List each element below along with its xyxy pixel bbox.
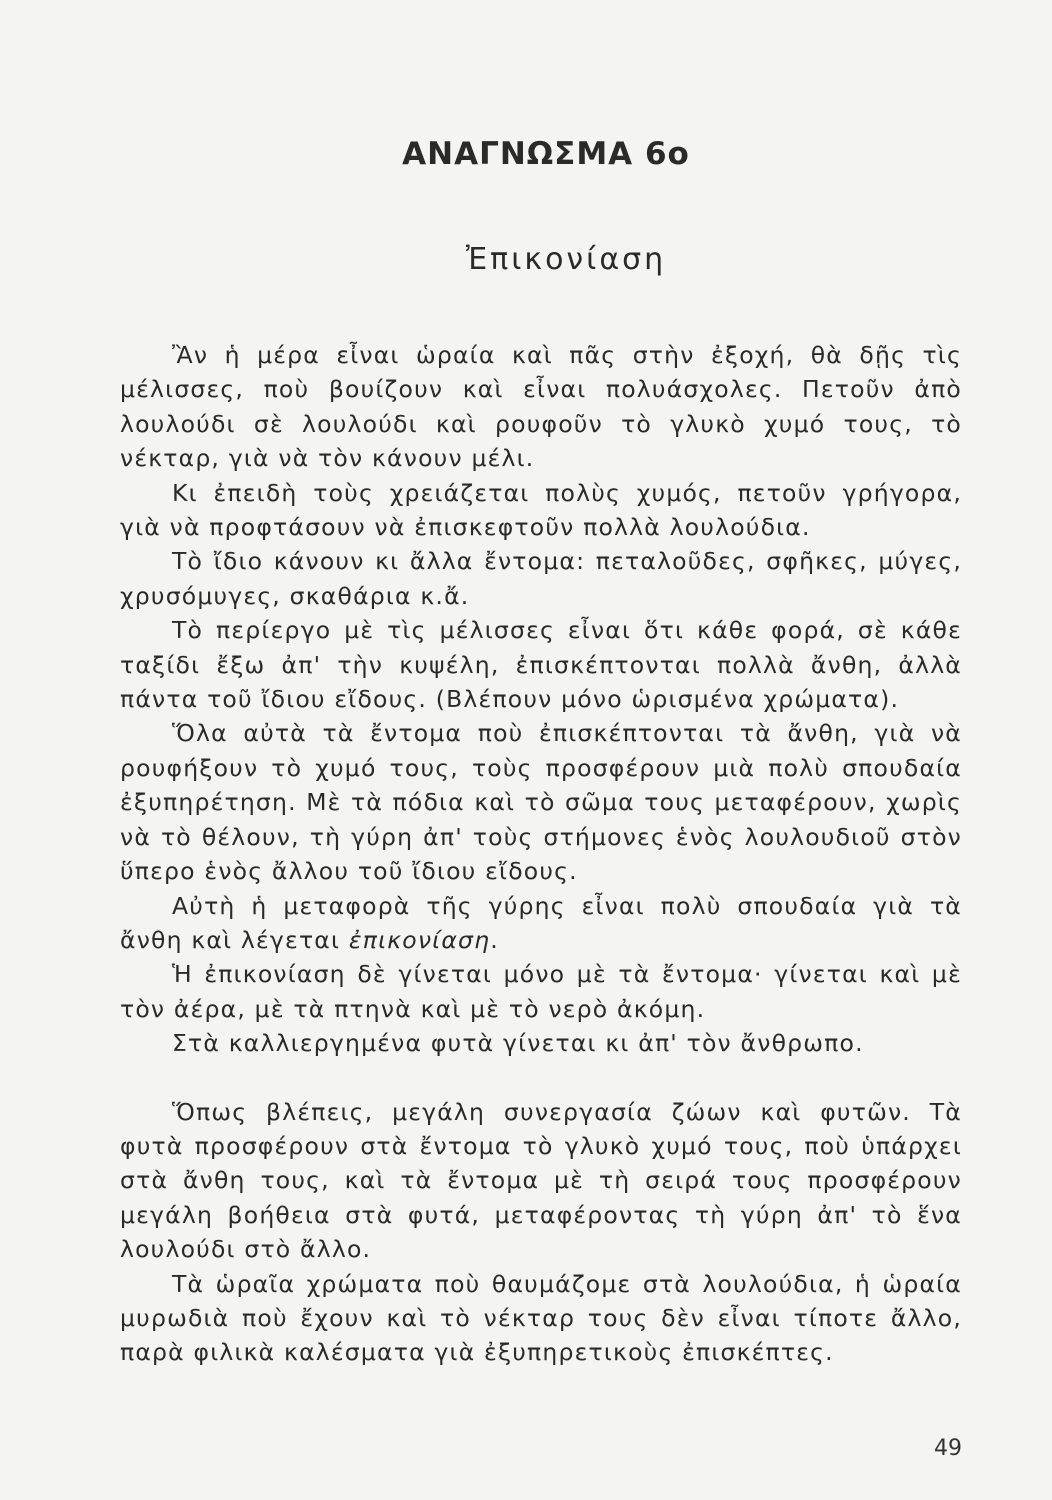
reading-heading: ΑΝΑΓΝΩΣΜΑ 6ο [402, 136, 690, 172]
paragraph: Ἂν ἡ μέρα εἶναι ὡραία καὶ πᾶς στὴν ἐξοχή, θὰ δῇς τὶς μέλισσες, ποὺ βουίζουν καὶ εἶναι πολυάσχολες. Πετοῦν ἀπὸ λουλούδι σὲ λουλούδι καὶ ρουφοῦν τὸ γλυκὸ χυμό τους, τὸ νέκταρ, γιὰ νὰ τὸν κάνουν μέλι. [120, 341, 962, 473]
emphasized-term: ἐπικονίαση [348, 925, 491, 954]
reading-subtitle: Ἐπικονίαση [465, 242, 667, 277]
paragraph: Ὅλα αὐτὰ τὰ ἔντομα ποὺ ἐπισκέπτονται τὰ ἄνθη, γιὰ νὰ ρουφήξουν τὸ χυμό τους, τοὺς προσφέρουν μιὰ πολὺ σπουδαία ἐξυπηρέτηση. Μὲ τὰ πόδια καὶ τὸ σῶμα τους μεταφέρουν, χωρὶς νὰ τὸ θέλουν, τὴ γύρη ἀπ' τοὺς στήμονες ἑνὸς λουλουδιοῦ στὸν ὕπερο ἑνὸς ἄλλου τοῦ ἴδιου εἴδους. [120, 719, 962, 886]
paragraph-text: Αὐτὴ ἡ μεταφορὰ τῆς γύρης εἶναι πολὺ σπουδαία γιὰ τὰ ἄνθη καὶ λέγεται [120, 891, 962, 954]
page-number: 49 [934, 1436, 962, 1461]
paragraph: Στὰ καλλιεργημένα φυτὰ γίνεται κι ἀπ' τὸν ἄνθρωπο. [172, 1029, 864, 1058]
paragraph-end: . [490, 925, 499, 954]
paragraph: Ἡ ἐπικονίαση δὲ γίνεται μόνο μὲ τὰ ἔντομα· γίνεται καὶ μὲ τὸν ἀέρα, μὲ τὰ πτηνὰ καὶ μὲ τὸ νερὸ ἀκόμη. [120, 960, 962, 1023]
paragraph: Τὸ περίεργο μὲ τὶς μέλισσες εἶναι ὅτι κάθε φορά, σὲ κάθε ταξίδι ἔξω ἀπ' τὴν κυψέλη, ἐπισκέπτονται πολλὰ ἄνθη, ἀλλὰ πάντα τοῦ ἴδιου εἴδους. (Βλέπουν μόνο ὡρισμένα χρώματα). [120, 616, 962, 714]
paragraph: Κι ἐπειδὴ τοὺς χρειάζεται πολὺς χυμός, πετοῦν γρήγορα, γιὰ νὰ προφτάσουν νὰ ἐπισκεφτοῦν πολλὰ λουλούδια. [120, 478, 962, 542]
paragraph: Ὅπως βλέπεις, μεγάλη συνεργασία ζώων καὶ φυτῶν. Τὰ φυτὰ προσφέρουν στὰ ἔντομα τὸ γλυκὸ χυμό τους, ποὺ ὑπάρχει στὰ ἄνθη τους, καὶ τὰ ἔντομα μὲ τὴ σειρά τους προσφέρουν μεγάλη βοήθεια στὰ φυτά, μεταφέροντας τὴ γύρη ἀπ' τὸ ἕνα λουλούδι στὸ ἄλλο. [120, 1097, 962, 1264]
paragraph: Τὸ ἴδιο κάνουν κι ἄλλα ἔντομα: πεταλοῦδες, σφῆκες, μύγες, χρυσόμυγες, σκαθάρια κ.ἄ. [120, 547, 962, 610]
paragraph: Τὰ ὡραῖα χρώματα ποὺ θαυμάζομε στὰ λουλούδια, ἡ ὡραία μυρωδιὰ ποὺ ἔχουν καὶ τὸ νέκταρ τους δὲν εἶναι τίποτε ἄλλο, παρὰ φιλικὰ καλέσματα γιὰ ἐξυπηρετικοὺς ἐπισκέπτες. [120, 1269, 962, 1367]
body-text [120, 338, 962, 1370]
paragraph [120, 889, 962, 958]
